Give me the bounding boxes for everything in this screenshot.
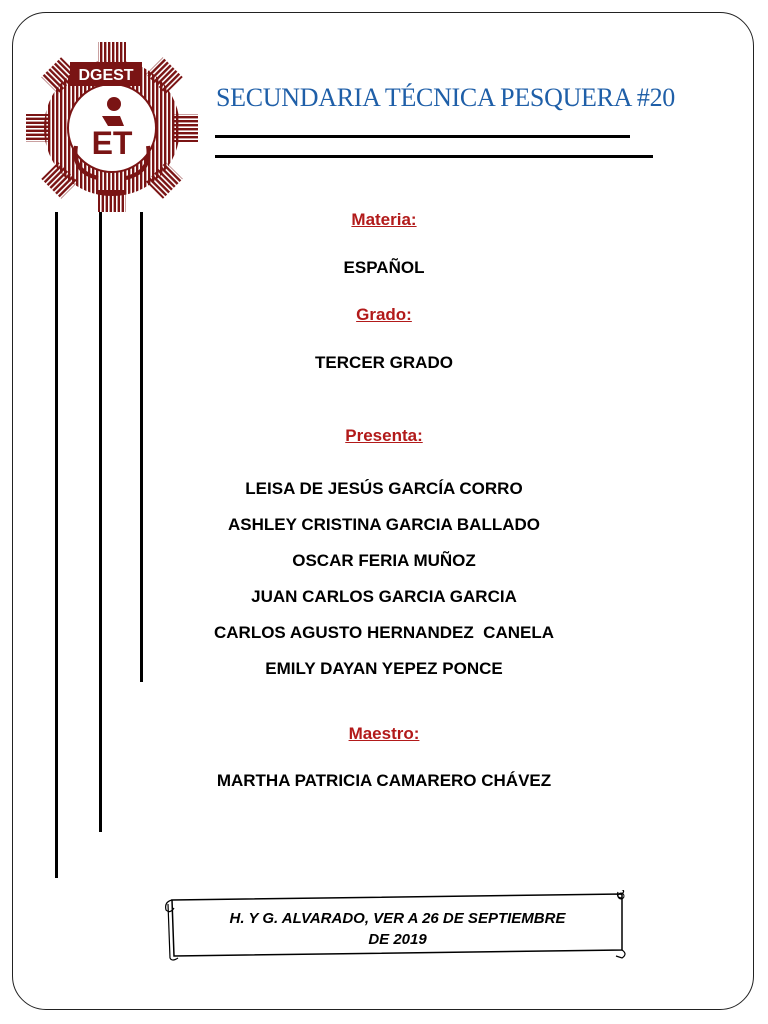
svg-text:ET: ET bbox=[91, 125, 133, 161]
title-underline-2 bbox=[215, 155, 653, 158]
subject-label: Materia: bbox=[351, 210, 417, 229]
presenter-name: LEISA DE JESÚS GARCÍA CORRO bbox=[245, 479, 523, 498]
school-logo bbox=[18, 40, 206, 212]
teacher-label: Maestro: bbox=[348, 724, 420, 743]
grade-value: TERCER GRADO bbox=[315, 353, 453, 372]
subject-value: ESPAÑOL bbox=[343, 258, 425, 277]
grade-label: Grado: bbox=[356, 305, 412, 324]
presenter-name: CARLOS AGUSTO HERNANDEZ CANELA bbox=[213, 623, 554, 642]
logo-text: DGEST bbox=[78, 67, 134, 84]
presenter-name: JUAN CARLOS GARCIA GARCIA bbox=[251, 587, 517, 606]
presenter-list bbox=[0, 478, 768, 694]
teacher-value: MARTHA PATRICIA CAMARERO CHÁVEZ bbox=[216, 771, 552, 790]
title-underline-1 bbox=[215, 135, 630, 138]
presenter-name: ASHLEY CRISTINA GARCIA BALLADO bbox=[228, 515, 540, 534]
presenter-name: EMILY DAYAN YEPEZ PONCE bbox=[265, 659, 503, 678]
place-date-line-2: DE 2019 bbox=[368, 931, 427, 948]
place-date bbox=[185, 908, 610, 950]
place-date-line-1: H. Y G. ALVARADO, VER A 26 DE SEPTIEMBRE bbox=[229, 910, 566, 927]
school-title: SECUNDARIA TÉCNICA PESQUERA #20 bbox=[216, 83, 676, 112]
presenters-label: Presenta: bbox=[345, 426, 423, 445]
presenter-name: OSCAR FERIA MUÑOZ bbox=[292, 551, 476, 570]
